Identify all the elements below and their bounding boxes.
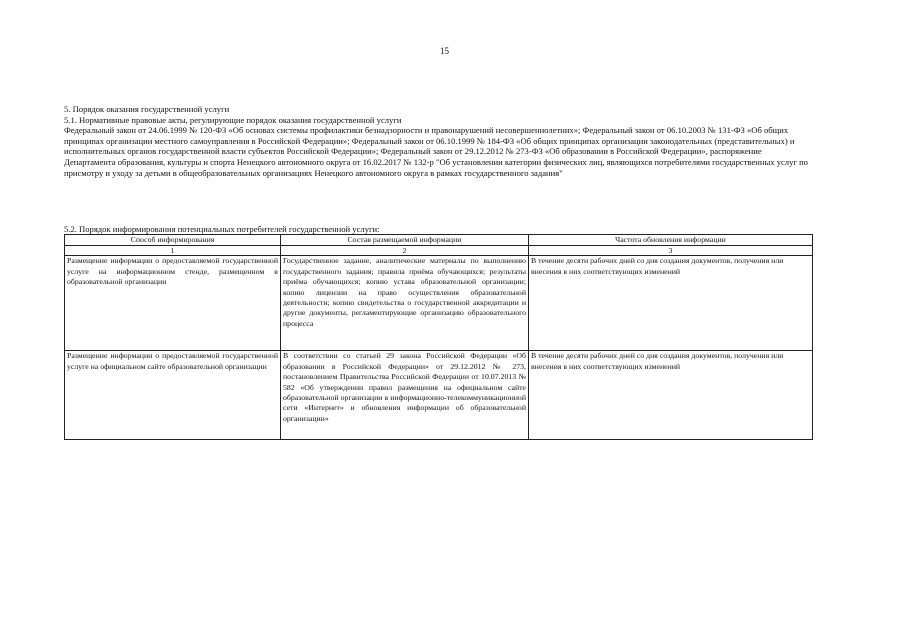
content-cell: В соответствии со статьей 29 закона Российской Федерации «Об образовании в Российской Федерации» от 29.12.2012 № 273, постановлением Правительства Российской Федерации от 10.07.2013 № 582 «Об утверждении правил размещения на официальном сайте образовательной организации в информационно-телекоммуникационной сети «Интернет» и обновления информации об образовательной организации» <box>281 351 529 440</box>
section-heading: 5. Порядок оказания государственной услуги <box>64 104 230 114</box>
column-number: 3 <box>529 246 813 256</box>
frequency-cell: В течение десяти рабочих дней со дня создания документов, получения или внесения в них соответствующих изменений <box>529 256 813 351</box>
content-cell: Государственное задание, аналитические материалы по выполнению государственного задания; правила приёма обучающихся; результаты приёма обучающихся; копию устава образовательной организации; копию лицензии на право осуществления образовательной деятельности; копию свидетельства о государственной аккредитации и другие документы, регламентирующие организацию образовательного процесса <box>281 256 529 351</box>
page-number: 15 <box>440 46 449 56</box>
frequency-cell: В течение десяти рабочих дней со дня создания документов, получения или внесения в них соответствующих изменений <box>529 351 813 440</box>
table-header-row <box>65 235 813 246</box>
column-header: Способ информирования <box>65 235 281 246</box>
informing-table <box>64 234 813 440</box>
column-number-row <box>65 246 813 256</box>
column-header: Частота обновления информации <box>529 235 813 246</box>
section-5 <box>64 104 812 178</box>
table-row <box>65 256 813 351</box>
method-cell: Размещение информации о предоставляемой государственной услуге на официальном сайте образовательной организации <box>65 351 281 440</box>
column-number: 1 <box>65 246 281 256</box>
informing-heading: 5.2. Порядок информирования потенциальных потребителей государственной услуги: <box>64 224 380 234</box>
column-header: Состав размещаемой информации <box>281 235 529 246</box>
method-cell: Размещение информации о предоставляемой государственной услуге на информационном стенде, размещенном в образовательной организации <box>65 256 281 351</box>
section-subheading: 5.1. Нормативные правовые акты, регулирующие порядок оказания государственной услуги <box>64 114 402 125</box>
legal-acts-text: Федеральный закон от 24.06.1999 № 120-ФЗ «Об основах системы профилактики безнадзорности и правонарушений несовершеннолетних»; Федеральный закон от 06.10.2003 № 131-ФЗ «Об общих принципах организации местного самоуправления в Российской Федерации»; Федеральный закон от 06.10.1999 № 184-ФЗ «Об общих принципах организации законодательных (представительных) и исполнительных органов государственной власти субъектов Российской Федерации»; Федеральный закон от 29.12.2012 № 273-ФЗ «Об образовании в Российской Федерации», распоряжение Департамента образования, культуры и спорта Ненецкого автономного округа от 16.02.2017 № 132-р "Об установлении категории физических лиц, являющихся потребителями государственных услуг по присмотру и уходу за детьми в общеобразовательных организациях Ненецкого автономного округа в рамках государственного задания" <box>64 125 808 178</box>
table-row <box>65 351 813 440</box>
column-number: 2 <box>281 246 529 256</box>
informing-block <box>64 224 812 440</box>
